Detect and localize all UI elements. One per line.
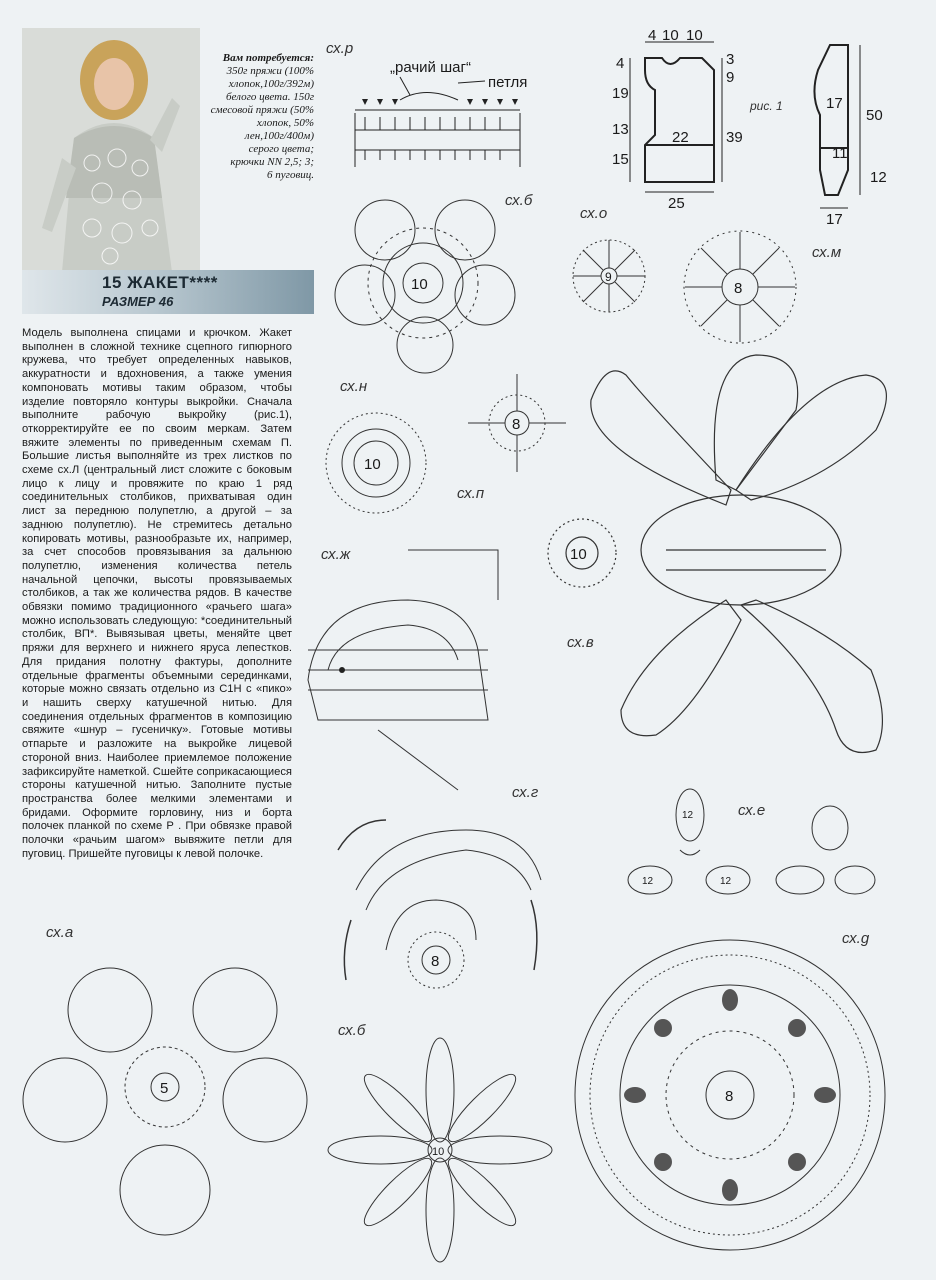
dim-top-1: 4: [648, 27, 657, 44]
motif-o: [565, 232, 653, 320]
dim-left-3: 13: [612, 121, 629, 138]
materials-line: хлопок, 50%: [256, 117, 314, 129]
materials-line: 6 пуговиц.: [267, 169, 314, 181]
scheme-label-e: сх.е: [738, 802, 766, 819]
motif-p-number: 8: [512, 416, 521, 433]
motif-o-number: 9: [605, 270, 612, 284]
dim-left-2: 19: [612, 85, 629, 102]
motif-zh: [298, 540, 518, 800]
scheme-label-v: сх.в: [567, 634, 594, 651]
materials-line: 350г пряжи (100%: [226, 65, 314, 77]
motif-n: [318, 405, 434, 521]
scheme-label-r: сх.р: [326, 40, 354, 57]
sleeve-bottom: 17: [826, 211, 843, 228]
scheme-label-m: сх.м: [812, 244, 842, 261]
motif-b-bottom-number: 10: [432, 1146, 445, 1158]
dim-left-1: 4: [616, 55, 625, 72]
sleeve-inner-1: 17: [826, 95, 843, 112]
motif-a: [20, 955, 310, 1255]
materials-heading: Вам потребуется:: [222, 52, 314, 64]
motif-v: [526, 340, 901, 780]
motif-d: [570, 945, 900, 1265]
dim-left-4: 15: [612, 151, 629, 168]
motif-b-top: [325, 185, 525, 375]
article-title: 15 ЖАКЕТ****: [102, 273, 218, 292]
sleeve-inner-2: 11: [832, 145, 848, 162]
motif-g: [326, 810, 556, 995]
model-photo: [22, 28, 200, 272]
materials-line: белого цвета. 150г: [226, 91, 314, 103]
figure-label: рис. 1: [750, 99, 783, 113]
motif-e-number-1: 12: [682, 810, 694, 821]
sleeve-right-2: 12: [870, 169, 887, 186]
materials-list: [196, 52, 314, 182]
scheme-label-o: сх.о: [580, 205, 608, 222]
materials-line: крючки NN 2,5; 3;: [230, 156, 314, 168]
size-label: РАЗМЕР 46: [102, 294, 174, 309]
materials-line: лен,100г/400м): [244, 130, 314, 142]
loop-label: петля: [488, 74, 528, 91]
motif-m: [675, 222, 805, 352]
motif-d-number: 8: [725, 1088, 734, 1105]
sleeve-right-1: 50: [866, 107, 883, 124]
dim-top-2: 10: [662, 27, 679, 44]
motif-e-number-3: 12: [720, 876, 732, 887]
scheme-r-diagram: [340, 55, 540, 175]
dim-top-3: 10: [686, 27, 703, 44]
dim-inner: 22: [672, 129, 689, 146]
scheme-label-b-top: сх.б: [505, 192, 533, 209]
motif-m-number: 8: [734, 280, 743, 297]
materials-line: смесовой пряжи (50%: [210, 104, 314, 116]
scheme-label-g: сх.г: [512, 784, 539, 801]
title-banner: [22, 270, 314, 314]
materials-line: серого цвета;: [248, 143, 314, 155]
motif-g-number: 8: [431, 953, 440, 970]
dim-right-2: 9: [726, 69, 735, 86]
motif-b-bottom: [330, 1030, 555, 1270]
dim-right-1: 3: [726, 51, 735, 68]
motif-a-number: 5: [160, 1080, 169, 1097]
dim-right-3: 39: [726, 129, 743, 146]
scheme-label-n: сх.н: [340, 378, 368, 395]
materials-line: хлопок,100г/392м): [228, 78, 314, 90]
motif-v-number: 10: [570, 546, 587, 563]
dim-bottom: 25: [668, 195, 685, 212]
motif-e-number-2: 12: [642, 876, 654, 887]
motif-e: [620, 780, 880, 915]
crab-step-label: „рачий шаг“: [390, 59, 471, 76]
motif-b-top-number: 10: [411, 276, 428, 293]
model-illustration: [22, 28, 200, 272]
garment-pattern: [610, 27, 900, 230]
scheme-label-p: сх.п: [457, 485, 485, 502]
scheme-label-a: сх.а: [46, 924, 74, 941]
scheme-label-b-bottom: сх.б: [338, 1022, 366, 1039]
instructions-text: Модель выполнена спицами и крючком. Жакет выполнен в сложной технике сцепного гипюрного кружева, что требует определенных навыков, аккуратности и вдохновения, а также умения компоновать мотивы таким образом, чтобы изделие повторяло контуры выкройки. Сначала выполните рабочую выкройку (рис.1), откорректируйте ее по своим меркам. Затем вяжите элементы по приведенным схемам П. Большие листья выполняйте из трех листков по схеме сх.Л (центральный лист сложите с боковым лицо к лицу и провяжите по краю 1 ряд соединительных столбиков, прихватывая один лист за переднюю полупетлю, а другой – за заднюю полупетлю). Не стремитесь детально копировать мотивы, разнообразьте их, например, за счет способов провязывания за дальнюю полупетлю, изменения количества петель начальной цепочки, высоты провязываемых столбиков, а так же количества рядов. В качестве обвязки помимо традиционного «рачьего шага» можно использовать следующую: *соединительный столбик, ВП*. Вывязывая цветы, меняйте цвет пряжи для верхнего и нижнего яруса лепестков. Для придания полотну фактуры, дополните отдельные фрагменты объемными серединками, которые можно связать отдельно из С1Н с «пико» и нашить сверху катушечной нитью. Для соединения отдельных фрагментов в композицию свяжите «шнур – гусеничку». Готовые мотивы отпарьте и разложите на выкройке лицевой стороной вниз. Наиболее приемлемое положение зафиксируйте наметкой. Сшейте соприкасающиеся стороны катушечной нитью. Заполните пустые пространства более мелкими элементами и бридами. Оформите горловину, низ и борта полочек планкой по схеме Р . При обвязке правой полочки «рачьим шагом» вывяжите петли для пуговиц. Пришейте пуговицы к левой полочке.: [22, 327, 292, 860]
scheme-label-d: сх.g: [842, 930, 870, 947]
motif-n-number: 10: [364, 456, 381, 473]
scheme-label-zh: сх.ж: [321, 546, 351, 563]
